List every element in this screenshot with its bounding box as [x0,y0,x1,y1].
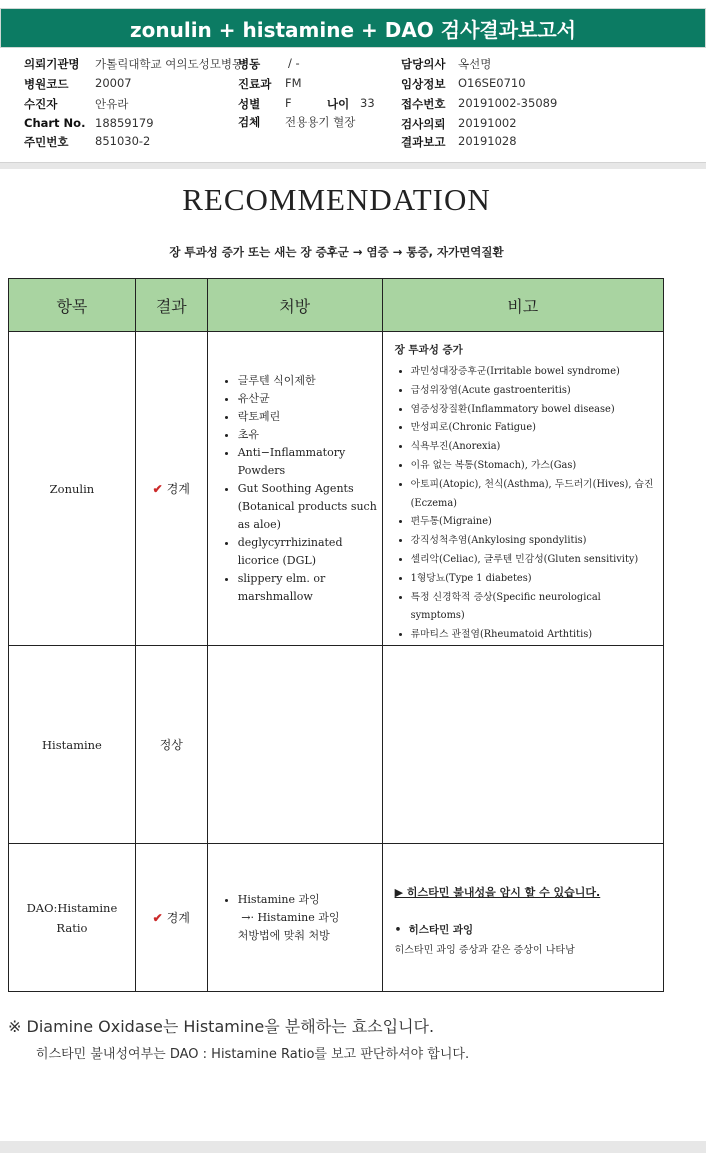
ward-label: 병동 [238,57,261,71]
zonulin-note-item: • 류마티스 관절염(Rheumatoid Arthtitis) [411,626,657,645]
header-item: 항목 [9,279,136,332]
zonulin-note-item: • 염증성장질환(Inflammatory bowel disease) [411,401,657,420]
sex-label: 성별 [238,97,261,111]
table-header-row [9,279,664,332]
zonulin-notes-heading: 장 투과성 증가 [394,344,463,356]
header-result: 결과 [135,279,207,332]
table-row-dao [9,844,664,992]
histamine-result: 정상 [135,646,207,844]
zonulin-prescription-item: • 글루텐 식이제한 [238,372,378,390]
reported-label: 결과보고 [401,135,446,149]
histamine-prescription-cell [207,646,382,844]
chart-no-value: 18859179 [95,116,154,130]
histamine-notes-cell [382,646,663,844]
resident-no-label: 주민번호 [24,135,69,149]
zonulin-notes-cell [382,332,663,646]
resident-no-value: 851030-2 [95,134,151,148]
receipt-no-value: 20191002-35089 [458,96,558,110]
dao-result: 경계 [166,911,190,925]
zonulin-note-item: • 강직성척추염(Ankylosing spondylitis) [411,532,657,551]
zonulin-prescription-item: • 락토페린 [238,408,378,426]
department-value: FM [285,76,302,90]
check-mark-icon: ✔ [152,911,163,925]
zonulin-prescription-item: • Anti−Inflammatory Powders [238,444,378,480]
zonulin-note-item: • 만성피로(Chronic Fatigue) [411,419,657,438]
clinical-info-value: O16SE0710 [458,76,526,90]
ward-value: / - [288,56,300,70]
sex-value: F [285,96,292,110]
zonulin-note-item: • 식욕부진(Anorexia) [411,438,657,457]
section-divider [0,162,706,169]
dao-prescription-item: • Histamine 과잉 →· Histamine 과잉 처방법에 맞춰 처방 [238,891,378,945]
hospital-code-label: 병원코드 [24,77,69,91]
department-label: 진료과 [238,77,272,91]
dao-excess-heading: • 히스타민 과잉 [394,924,474,936]
header-prescription: 처방 [207,279,382,332]
zonulin-prescription-item: • Gut Soothing Agents (Botanical products such as aloe) [238,480,378,534]
requested-label: 검사의뢰 [401,117,446,131]
doctor-label: 담당의사 [401,57,446,71]
reported-value: 20191028 [458,134,517,148]
footnote-ratio: 히스타민 불내성여부는 DAO : Histamine Ratio를 보고 판단하셔야 합니다. [36,1047,470,1062]
patient-label: 수진자 [24,97,58,111]
hospital-code-value: 20007 [95,76,132,90]
dao-excess-description: 히스타민 과잉 증상과 같은 증상이 나타남 [394,945,575,956]
dao-warning: ▶ 히스타민 불내성을 암시 할 수 있습니다. [394,886,601,899]
requested-value: 20191002 [458,116,517,130]
specimen-value: 전용용기 혈장 [285,115,356,129]
dao-notes-cell [382,844,663,992]
receipt-no-label: 접수번호 [401,97,446,111]
zonulin-prescription-item: • slippery elm. or marshmallow [238,570,378,606]
zonulin-note-item: • 편두통(Migraine) [411,513,657,532]
zonulin-note-item: • 셀리악(Celiac), 글루텐 민감성(Gluten sensitivity) [411,551,657,570]
report-title: zonulin + histamine + DAO 검사결과보고서 [0,8,706,48]
histamine-item: Histamine [9,646,136,844]
zonulin-note-item: • 아토피(Atopic), 천식(Asthma), 두드러기(Hives), 습진(Eczema) [411,476,657,514]
table-row-zonulin [9,332,664,646]
header-notes: 비고 [382,279,663,332]
zonulin-result: 경계 [166,482,190,496]
dao-result-cell [135,844,207,992]
zonulin-note-item: • 과민성대장증후군(Irritable bowel syndrome) [411,363,657,382]
institution-value: 가톨릭대학교 여의도성모병동 [95,57,244,71]
chart-no-label: Chart No. [24,116,86,130]
zonulin-note-item: • 1형당뇨(Type 1 diabetes) [411,570,657,589]
patient-value: 안유라 [95,97,129,111]
footnote-dao: ※ Diamine Oxidase는 Histamine을 분해하는 효소입니다. [8,1017,435,1036]
patient-info-block [0,50,706,160]
zonulin-prescription-item: • 초유 [238,426,378,444]
zonulin-prescription-list [208,372,382,606]
dao-prescription-cell [207,844,382,992]
table-row-histamine [9,646,664,844]
zonulin-notes-list [383,363,663,645]
recommendation-table [8,278,664,992]
zonulin-note-item: • 특정 신경학적 증상(Specific neurological symptoms) [411,589,657,627]
recommendation-title: RECOMMENDATION [182,182,491,217]
doctor-value: 옥선명 [458,57,492,71]
zonulin-item: Zonulin [9,332,136,646]
specimen-label: 검체 [238,115,261,129]
zonulin-prescription-item: • 유산균 [238,390,378,408]
zonulin-result-cell [135,332,207,646]
institution-label: 의뢰기관명 [24,57,80,71]
zonulin-prescription-item: • deglycyrrhizinated licorice (DGL) [238,534,378,570]
zonulin-prescription-cell [207,332,382,646]
dao-prescription-list [208,891,382,945]
zonulin-note-item: • 이유 없는 복통(Stomach), 가스(Gas) [411,457,657,476]
recommendation-subtitle: 장 투과성 증가 또는 새는 장 증후군 → 염증 → 통증, 자가면역질환 [169,245,504,259]
bottom-bar [0,1141,706,1153]
dao-item: DAO:Histamine Ratio [9,844,136,992]
zonulin-note-item: • 급성위장염(Acute gastroenteritis) [411,382,657,401]
age-label: 나이 [327,97,350,111]
clinical-info-label: 임상정보 [401,77,446,91]
check-mark-icon: ✔ [152,482,163,496]
age-value: 33 [360,96,375,110]
